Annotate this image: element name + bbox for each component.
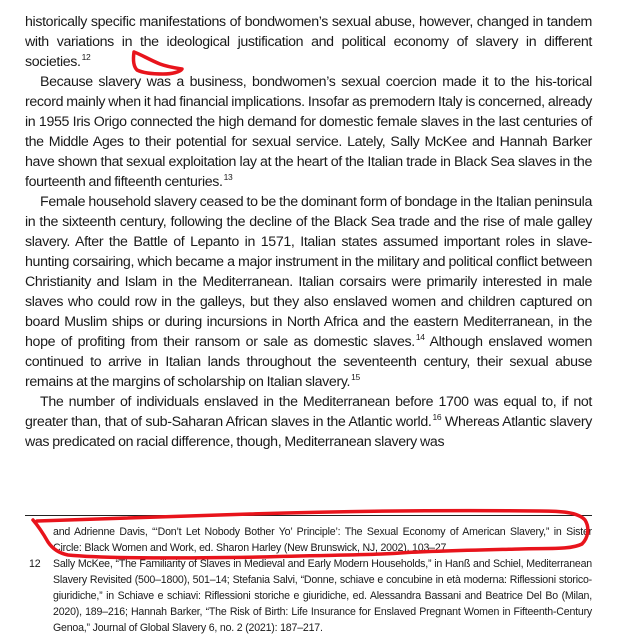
- paragraph-3: [25, 192, 592, 392]
- footnote-ref-15[interactable]: 15: [351, 372, 360, 382]
- footnotes: [25, 524, 592, 636]
- footnote-text: Sally McKee, “The Familiarity of Slaves in Medieval and Early Modern Households,” in Hanß and Schiel, Mediterranean Slavery Revisited (500–1800), 501–14; Stefania Salvi, “Donne, schiave e concubine in età moderna: Riflessioni storico-giuridiche,” in Schiave e schiavi: Riflessioni storiche e giuridiche, ed. Alessandra Bassani and Beatrice Del Bo (Milan, 2020), 189–216; Hannah Barker, “The Risk of Birth: Life Insurance for Enslaved Pregnant Women in Fifteenth-Century Genoa,” Journal of Global Slavery 6, no. 2 (2021): 187–217.: [53, 558, 592, 634]
- footnote-continuation: [25, 524, 592, 556]
- paragraph-text: historically specific manifestations of bondwomen’s sexual abuse, however, changed in tandem with variations in the ideological justification and political economy of slavery in different societies.: [25, 14, 592, 70]
- paragraph-4: [25, 392, 592, 452]
- paragraph-text: Female household slavery ceased to be the dominant form of bondage in the Italian peninsula in the sixteenth century, following the decline of the Black Sea trade and the rise of male galley slavery. After the Battle of Lepanto in 1571, Italian states assumed important roles in slave-hunting corsairing, which became a major instrument in the military and political conflict between Christianity and Islam in the Mediterranean. Italian corsairs were primarily interested in male slaves who could row in the galleys, but they also enslaved women and children captured on board Muslim ships or during incursions in North Africa and the eastern Mediterranean, in the hope of profiting from their ransom or sale as domestic slaves.: [25, 194, 592, 350]
- paragraph-text: Although enslaved women continued to arrive in Italian lands throughout the seventeenth century, their sexual abuse remains at the margins of scholarship on Italian slavery.: [25, 334, 592, 390]
- paragraph-1: [25, 12, 592, 72]
- footnote-ref-14[interactable]: 14: [415, 332, 425, 342]
- footnote-separator: [25, 515, 592, 516]
- paragraph-text: Because slavery was a business, bondwomen’s sexual coercion made it to the his-torical record mainly when it had financial implications. Insofar as premodern Italy is concerned, already in 1955 Iris Origo connected the high demand for domestic female slaves in the last centuries of the Middle Ages to their potential for sexual service. Lately, Sally McKee and Hannah Barker have shown that sexual exploitation lay at the heart of the Italian trade in Black Sea slaves in the fourteenth and fifteenth centuries.: [25, 74, 592, 190]
- footnote-12: [25, 556, 592, 636]
- footnote-ref-13[interactable]: 13: [223, 172, 233, 182]
- footnote-ref-12[interactable]: 12: [81, 52, 91, 62]
- footnote-ref-16[interactable]: 16: [432, 412, 442, 422]
- body-text: [25, 12, 592, 452]
- paragraph-text: Whereas Atlantic slavery was predicated on racial difference, though, Mediterranean slavery was: [25, 414, 592, 450]
- footnote-number: 12: [29, 558, 41, 570]
- paragraph-text: The number of individuals enslaved in the Mediterranean before 1700 was equal to, if not greater than, that of sub-Saharan African slaves in the Atlantic world.: [25, 394, 592, 430]
- footnote-text: and Adrienne Davis, “‘Don’t Let Nobody Bother Yo’ Principle’: The Sexual Economy of American Slavery,” in Sister Circle: Black Women and Work, ed. Sharon Harley (New Brunswick, NJ, 2002), 103–27.: [53, 526, 592, 554]
- paragraph-2: [25, 72, 592, 192]
